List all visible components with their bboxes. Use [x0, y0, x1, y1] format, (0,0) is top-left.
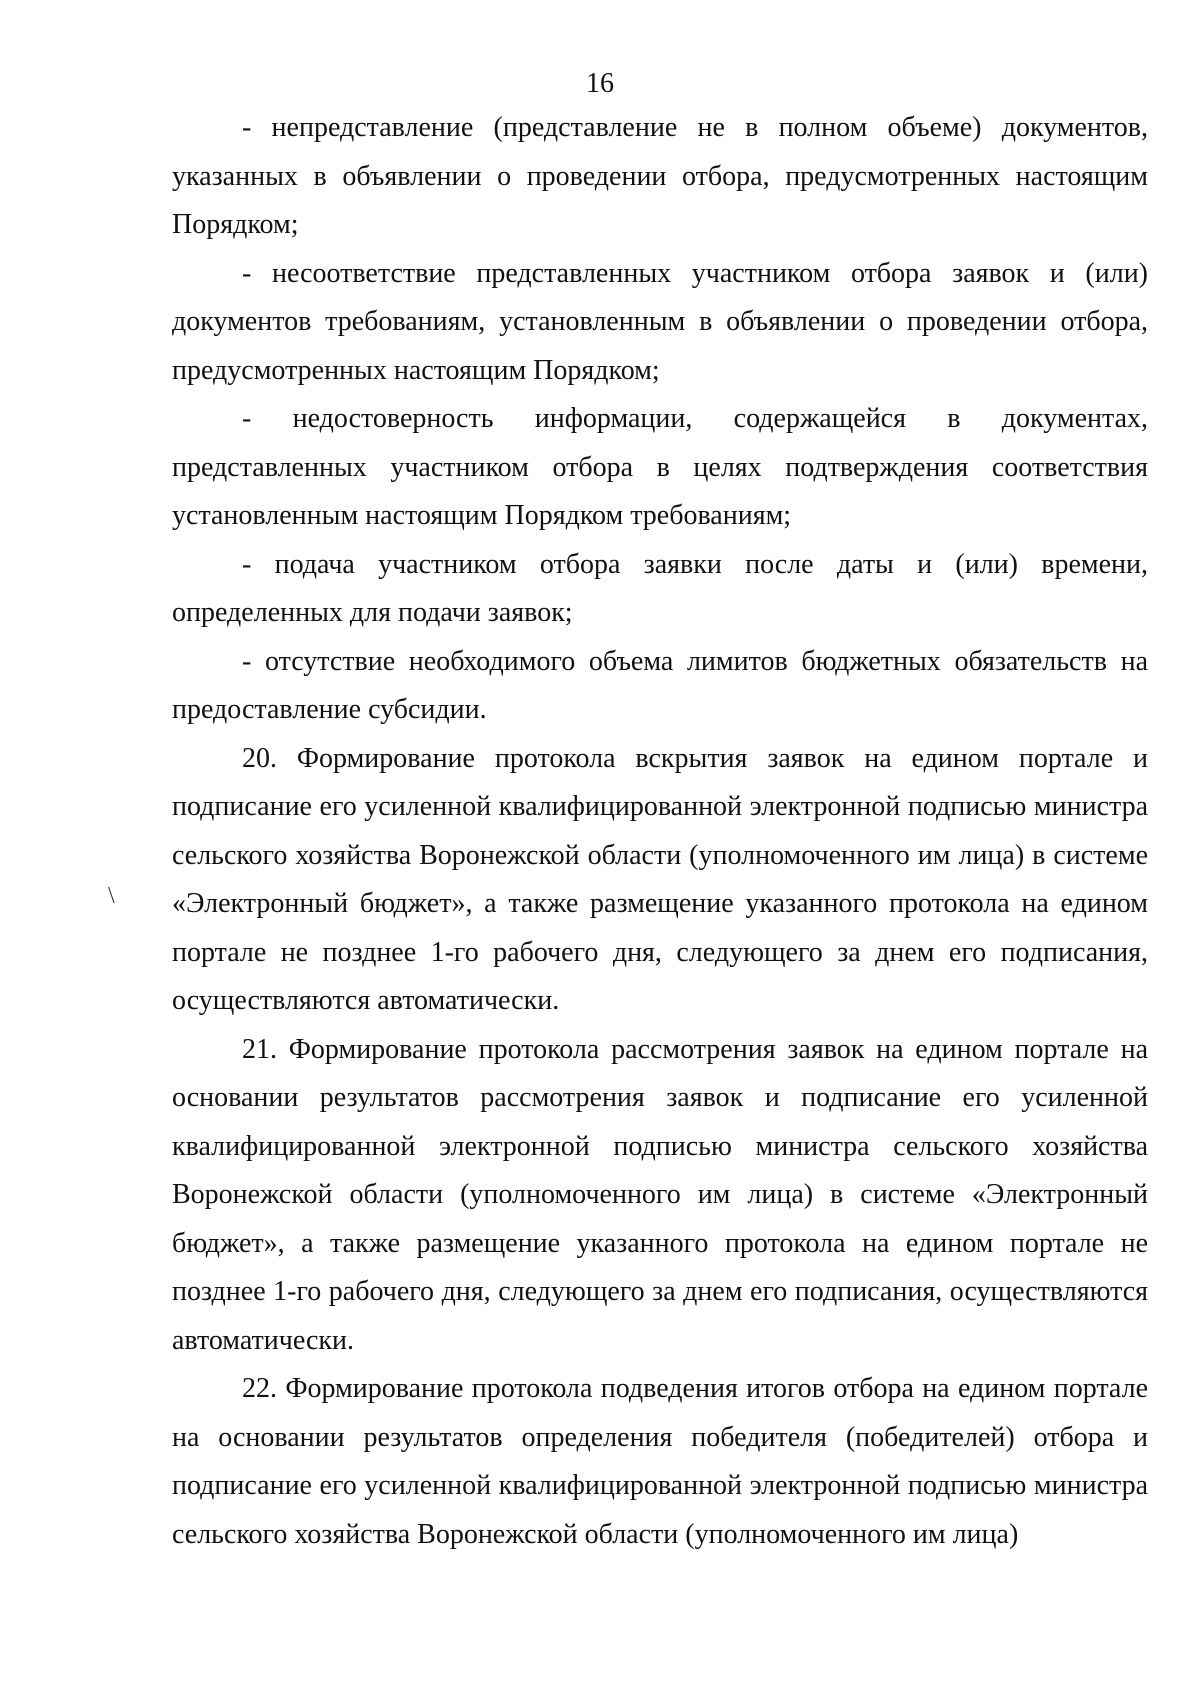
list-item-budget-limits: - отсутствие необходимого объема лимитов бюджетных обязательств на предоставление субсидии. [172, 645, 1148, 725]
list-item-missing-documents: - непредставление (представление не в полном объеме) документов, указанных в объявлении о проведении отбора, предусмотренных настоящим Порядком; [172, 112, 1148, 240]
list-item-noncompliance: - несоответствие представленных участником отбора заявок и (или) документов требованиям, установленным в объявлении о проведении отбора, предусмотренных настоящим Порядком; [172, 257, 1148, 386]
clause-22: 22. Формирование протокола подведения итогов отбора на едином портале на основании результатов определения победителя (победителей) отбора и подписание его усиленной квалифицированной электронной подписью министра сельского хозяйства Воронежской области (уполномоченного им лица) [172, 1373, 1148, 1550]
clause-20: 20. Формирование протокола вскрытия заявок на едином портале и подписание его усиленной квалифицированной электронной подписью министра сельского хозяйства Воронежской области (уполномоченного им лица) в системе «Электронный бюджет», а также размещение указанного протокола на едином портале не позднее 1-го рабочего дня, следующего за днем его подписания, осуществляются автоматически. [172, 742, 1148, 1016]
clause-21: 21. Формирование протокола рассмотрения заявок на едином портале на основании результатов рассмотрения заявок и подписание его усиленной квалифицированной электронной подписью министра сельского хозяйства Воронежской области (уполномоченного им лица) в системе «Электронный бюджет», а также размещение указанного протокола на едином портале не позднее 1-го рабочего дня, следующего за днем его подписания, осуществляются автоматически. [172, 1033, 1148, 1356]
page-number: 16 [586, 68, 614, 99]
list-item-unreliable-info: - недостоверность информации, содержащейся в документах, представленных участником отбора в целях подтверждения соответствия установленным настоящим Порядком требованиям; [172, 403, 1148, 531]
list-item-late-submission: - подача участником отбора заявки после даты и (или) времени, определенных для подачи заявок; [172, 548, 1148, 628]
scan-artifact: \ [108, 883, 115, 909]
document-body [172, 104, 1148, 1559]
